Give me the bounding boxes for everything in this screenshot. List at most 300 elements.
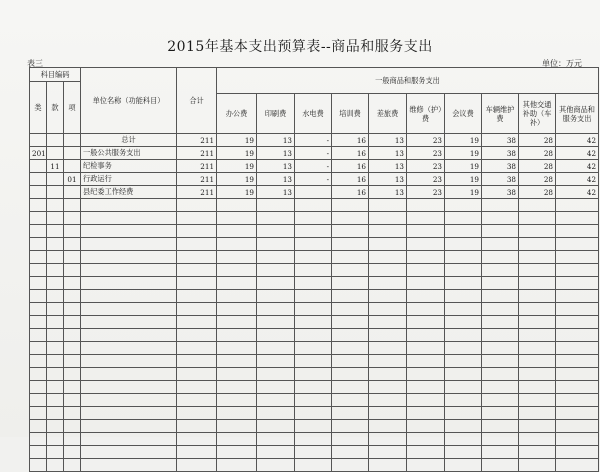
empty-cell <box>519 238 556 251</box>
empty-cell <box>217 394 257 407</box>
empty-cell <box>295 277 332 290</box>
empty-cell <box>295 368 332 381</box>
empty-cell <box>81 199 177 212</box>
value-cell: 16 <box>332 186 369 199</box>
empty-cell <box>295 446 332 459</box>
empty-cell <box>47 264 64 277</box>
empty-cell <box>519 264 556 277</box>
empty-cell <box>177 459 217 472</box>
empty-cell <box>30 303 47 316</box>
empty-cell <box>556 290 599 303</box>
kuan-cell <box>47 173 64 186</box>
empty-cell <box>445 316 482 329</box>
empty-cell <box>519 277 556 290</box>
empty-cell <box>482 199 519 212</box>
empty-cell <box>445 407 482 420</box>
empty-cell <box>407 329 445 342</box>
empty-cell <box>177 251 217 264</box>
empty-cell <box>177 290 217 303</box>
empty-cell <box>295 459 332 472</box>
empty-cell <box>217 290 257 303</box>
value-cell: 28 <box>519 160 556 173</box>
lei-cell <box>30 186 47 199</box>
col-header: 其他商品和服务支出 <box>556 94 599 134</box>
empty-cell <box>47 329 64 342</box>
value-cell: - <box>295 173 332 186</box>
value-cell: 28 <box>519 186 556 199</box>
empty-cell <box>482 394 519 407</box>
empty-row <box>30 316 599 329</box>
empty-cell <box>177 368 217 381</box>
value-cell: 38 <box>482 173 519 186</box>
value-cell: 42 <box>556 160 599 173</box>
empty-cell <box>81 342 177 355</box>
empty-cell <box>407 342 445 355</box>
kuan-cell <box>47 147 64 160</box>
empty-cell <box>556 394 599 407</box>
empty-cell <box>556 459 599 472</box>
empty-cell <box>177 433 217 446</box>
value-cell: 13 <box>369 173 407 186</box>
empty-cell <box>64 212 81 225</box>
empty-cell <box>369 394 407 407</box>
empty-cell <box>177 407 217 420</box>
empty-cell <box>47 316 64 329</box>
empty-cell <box>81 459 177 472</box>
empty-cell <box>81 381 177 394</box>
empty-cell <box>556 407 599 420</box>
empty-cell <box>556 420 599 433</box>
empty-row <box>30 212 599 225</box>
empty-cell <box>445 303 482 316</box>
empty-cell <box>81 316 177 329</box>
empty-cell <box>217 277 257 290</box>
empty-cell <box>257 277 295 290</box>
empty-cell <box>519 355 556 368</box>
group-header: 一般商品和服务支出 <box>217 68 599 94</box>
empty-cell <box>81 225 177 238</box>
value-cell: 19 <box>217 186 257 199</box>
name-cell: 行政运行 <box>81 173 177 186</box>
empty-cell <box>556 355 599 368</box>
value-cell: 23 <box>407 186 445 199</box>
empty-cell <box>177 420 217 433</box>
empty-cell <box>445 355 482 368</box>
empty-cell <box>81 290 177 303</box>
empty-cell <box>64 329 81 342</box>
empty-cell <box>257 316 295 329</box>
lei-cell <box>30 160 47 173</box>
empty-cell <box>64 225 81 238</box>
empty-cell <box>81 420 177 433</box>
empty-cell <box>519 420 556 433</box>
empty-cell <box>556 251 599 264</box>
empty-cell <box>295 238 332 251</box>
empty-cell <box>30 433 47 446</box>
empty-row <box>30 368 599 381</box>
value-cell: 28 <box>519 173 556 186</box>
empty-cell <box>30 225 47 238</box>
value-cell: 28 <box>519 134 556 147</box>
empty-cell <box>30 212 47 225</box>
lei-header: 类 <box>30 82 47 134</box>
empty-row <box>30 303 599 316</box>
kuan-header: 款 <box>47 82 64 134</box>
empty-row <box>30 381 599 394</box>
empty-cell <box>445 381 482 394</box>
xiang-cell <box>64 147 81 160</box>
table-row <box>30 134 599 147</box>
empty-cell <box>30 199 47 212</box>
name-cell: 纪检事务 <box>81 160 177 173</box>
empty-cell <box>445 329 482 342</box>
empty-cell <box>257 446 295 459</box>
empty-cell <box>64 303 81 316</box>
empty-cell <box>295 225 332 238</box>
empty-row <box>30 290 599 303</box>
value-cell: 38 <box>482 160 519 173</box>
empty-cell <box>217 342 257 355</box>
empty-cell <box>177 342 217 355</box>
empty-cell <box>81 407 177 420</box>
empty-cell <box>407 407 445 420</box>
empty-cell <box>177 446 217 459</box>
kuan-cell <box>47 134 64 147</box>
empty-cell <box>332 251 369 264</box>
empty-cell <box>257 264 295 277</box>
empty-cell <box>64 199 81 212</box>
empty-cell <box>64 433 81 446</box>
empty-cell <box>295 381 332 394</box>
empty-row <box>30 329 599 342</box>
empty-cell <box>332 368 369 381</box>
empty-cell <box>519 433 556 446</box>
empty-cell <box>217 368 257 381</box>
xiang-header: 项 <box>64 82 81 134</box>
empty-cell <box>407 251 445 264</box>
empty-cell <box>177 199 217 212</box>
value-cell: 19 <box>217 134 257 147</box>
empty-cell <box>482 329 519 342</box>
empty-cell <box>47 433 64 446</box>
value-cell: 13 <box>369 147 407 160</box>
empty-cell <box>177 225 217 238</box>
empty-cell <box>482 277 519 290</box>
empty-cell <box>369 446 407 459</box>
empty-cell <box>332 290 369 303</box>
empty-cell <box>177 238 217 251</box>
table-header <box>30 68 599 134</box>
empty-cell <box>369 199 407 212</box>
empty-cell <box>332 199 369 212</box>
value-cell: 19 <box>217 147 257 160</box>
empty-cell <box>81 394 177 407</box>
empty-cell <box>445 225 482 238</box>
value-cell <box>295 186 332 199</box>
empty-cell <box>519 199 556 212</box>
empty-cell <box>257 394 295 407</box>
empty-cell <box>369 329 407 342</box>
empty-cell <box>445 433 482 446</box>
table-row <box>30 160 599 173</box>
col-header: 差旅费 <box>369 94 407 134</box>
empty-cell <box>407 446 445 459</box>
empty-cell <box>217 316 257 329</box>
empty-cell <box>64 355 81 368</box>
empty-cell <box>556 238 599 251</box>
empty-cell <box>556 316 599 329</box>
value-cell: 13 <box>257 186 295 199</box>
empty-cell <box>257 225 295 238</box>
empty-cell <box>482 212 519 225</box>
empty-cell <box>556 264 599 277</box>
empty-cell <box>369 433 407 446</box>
empty-cell <box>30 342 47 355</box>
empty-cell <box>407 381 445 394</box>
empty-row <box>30 407 599 420</box>
empty-cell <box>445 264 482 277</box>
empty-cell <box>556 329 599 342</box>
value-cell: 28 <box>519 147 556 160</box>
empty-cell <box>369 355 407 368</box>
empty-cell <box>47 381 64 394</box>
empty-cell <box>407 420 445 433</box>
empty-cell <box>369 316 407 329</box>
empty-cell <box>519 225 556 238</box>
value-cell: 38 <box>482 186 519 199</box>
empty-cell <box>217 433 257 446</box>
empty-cell <box>30 277 47 290</box>
table-body <box>30 134 599 472</box>
empty-cell <box>295 394 332 407</box>
empty-cell <box>217 329 257 342</box>
value-cell: 19 <box>445 173 482 186</box>
empty-cell <box>30 238 47 251</box>
unit-name-header: 单位名称（功能科目） <box>81 68 177 134</box>
empty-cell <box>257 199 295 212</box>
empty-cell <box>407 290 445 303</box>
value-cell: - <box>295 147 332 160</box>
empty-cell <box>47 238 64 251</box>
col-header: 办公费 <box>217 94 257 134</box>
empty-cell <box>407 316 445 329</box>
empty-cell <box>445 290 482 303</box>
lei-cell <box>30 134 47 147</box>
empty-cell <box>47 199 64 212</box>
empty-cell <box>295 199 332 212</box>
value-cell: 19 <box>445 134 482 147</box>
value-cell: 42 <box>556 186 599 199</box>
empty-cell <box>519 251 556 264</box>
empty-cell <box>482 381 519 394</box>
name-cell: 县纪委工作经费 <box>81 186 177 199</box>
empty-cell <box>445 199 482 212</box>
value-cell: 13 <box>369 160 407 173</box>
empty-cell <box>295 420 332 433</box>
empty-cell <box>217 303 257 316</box>
value-cell: 13 <box>257 134 295 147</box>
empty-cell <box>369 290 407 303</box>
empty-cell <box>519 290 556 303</box>
value-cell: 19 <box>217 173 257 186</box>
total-cell: 211 <box>177 134 217 147</box>
empty-cell <box>81 433 177 446</box>
empty-cell <box>47 303 64 316</box>
table-row <box>30 173 599 186</box>
empty-row <box>30 459 599 472</box>
xiang-cell <box>64 134 81 147</box>
empty-cell <box>369 264 407 277</box>
empty-cell <box>407 225 445 238</box>
empty-cell <box>177 212 217 225</box>
empty-cell <box>257 407 295 420</box>
empty-cell <box>556 277 599 290</box>
empty-cell <box>30 446 47 459</box>
empty-cell <box>332 381 369 394</box>
empty-cell <box>257 459 295 472</box>
empty-cell <box>482 225 519 238</box>
empty-cell <box>519 303 556 316</box>
value-cell: 16 <box>332 160 369 173</box>
empty-cell <box>369 342 407 355</box>
value-cell: 16 <box>332 173 369 186</box>
empty-cell <box>81 446 177 459</box>
empty-cell <box>47 342 64 355</box>
value-cell: 19 <box>445 147 482 160</box>
empty-cell <box>445 446 482 459</box>
empty-cell <box>217 225 257 238</box>
kuan-cell <box>47 186 64 199</box>
empty-cell <box>556 212 599 225</box>
table-row <box>30 186 599 199</box>
empty-cell <box>407 212 445 225</box>
empty-cell <box>482 264 519 277</box>
value-cell: 13 <box>257 147 295 160</box>
subject-code-header: 科目编码 <box>30 68 81 82</box>
empty-row <box>30 394 599 407</box>
empty-cell <box>332 238 369 251</box>
value-cell: 42 <box>556 173 599 186</box>
empty-cell <box>556 303 599 316</box>
total-cell: 211 <box>177 173 217 186</box>
empty-row <box>30 355 599 368</box>
empty-cell <box>482 355 519 368</box>
empty-cell <box>81 368 177 381</box>
value-cell: 38 <box>482 134 519 147</box>
empty-cell <box>47 212 64 225</box>
empty-cell <box>217 459 257 472</box>
empty-cell <box>519 407 556 420</box>
empty-cell <box>482 459 519 472</box>
empty-cell <box>177 355 217 368</box>
empty-cell <box>30 316 47 329</box>
value-cell: 38 <box>482 147 519 160</box>
empty-cell <box>482 446 519 459</box>
empty-cell <box>369 238 407 251</box>
empty-cell <box>482 316 519 329</box>
empty-cell <box>407 355 445 368</box>
empty-cell <box>295 329 332 342</box>
col-header: 车辆维护费 <box>482 94 519 134</box>
empty-cell <box>407 368 445 381</box>
table-row <box>30 147 599 160</box>
empty-cell <box>445 368 482 381</box>
empty-cell <box>332 264 369 277</box>
empty-cell <box>445 251 482 264</box>
empty-cell <box>257 342 295 355</box>
empty-cell <box>556 446 599 459</box>
xiang-cell: 01 <box>64 173 81 186</box>
empty-cell <box>177 316 217 329</box>
empty-cell <box>482 303 519 316</box>
empty-cell <box>519 394 556 407</box>
empty-cell <box>445 277 482 290</box>
empty-cell <box>257 355 295 368</box>
empty-cell <box>332 303 369 316</box>
empty-cell <box>217 251 257 264</box>
empty-cell <box>332 342 369 355</box>
empty-cell <box>445 420 482 433</box>
empty-cell <box>47 368 64 381</box>
empty-cell <box>257 381 295 394</box>
empty-cell <box>556 199 599 212</box>
lei-cell <box>30 173 47 186</box>
col-header: 印刷费 <box>257 94 295 134</box>
empty-cell <box>482 290 519 303</box>
empty-cell <box>332 459 369 472</box>
name-cell: 总计 <box>81 134 177 147</box>
empty-cell <box>30 394 47 407</box>
value-cell: - <box>295 160 332 173</box>
empty-cell <box>482 342 519 355</box>
empty-cell <box>64 407 81 420</box>
empty-cell <box>332 394 369 407</box>
empty-cell <box>519 368 556 381</box>
value-cell: 13 <box>369 186 407 199</box>
empty-row <box>30 342 599 355</box>
empty-cell <box>407 277 445 290</box>
empty-cell <box>482 368 519 381</box>
col-header: 培训费 <box>332 94 369 134</box>
empty-cell <box>64 316 81 329</box>
empty-cell <box>217 420 257 433</box>
total-cell: 211 <box>177 147 217 160</box>
kuan-cell: 11 <box>47 160 64 173</box>
empty-cell <box>369 303 407 316</box>
empty-cell <box>295 433 332 446</box>
empty-cell <box>407 264 445 277</box>
empty-cell <box>332 420 369 433</box>
empty-cell <box>295 212 332 225</box>
empty-cell <box>332 212 369 225</box>
empty-cell <box>47 407 64 420</box>
empty-cell <box>519 459 556 472</box>
empty-cell <box>47 355 64 368</box>
empty-cell <box>64 277 81 290</box>
value-cell: 42 <box>556 134 599 147</box>
empty-cell <box>257 433 295 446</box>
empty-cell <box>64 459 81 472</box>
empty-cell <box>295 355 332 368</box>
empty-cell <box>482 238 519 251</box>
empty-cell <box>369 251 407 264</box>
empty-cell <box>295 264 332 277</box>
col-header: 会议费 <box>445 94 482 134</box>
empty-cell <box>81 238 177 251</box>
empty-row <box>30 225 599 238</box>
empty-cell <box>556 225 599 238</box>
empty-cell <box>81 251 177 264</box>
